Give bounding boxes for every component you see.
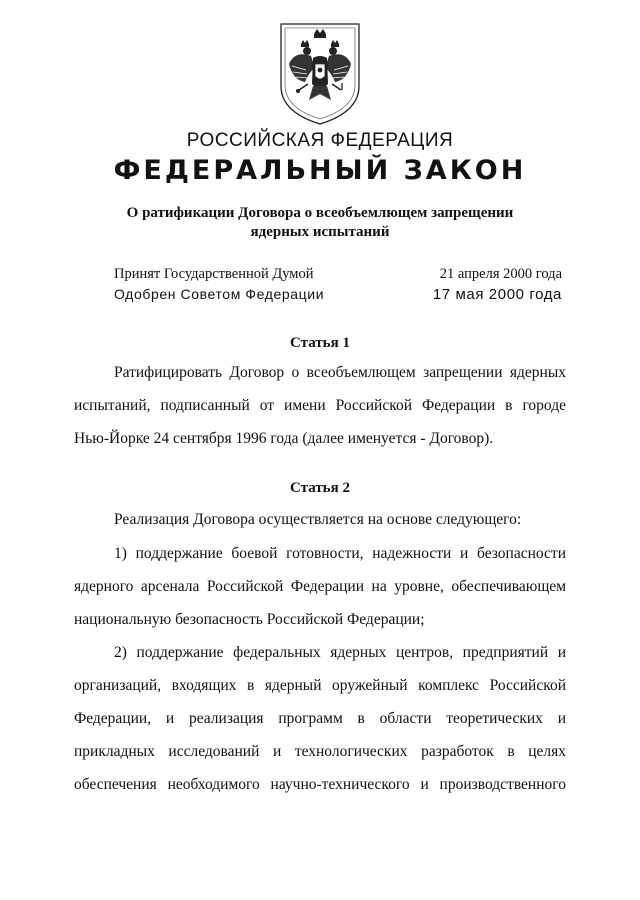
item-1-line-3: национальную безопасность Российской Федерации; xyxy=(74,611,425,628)
article-1-line-1: Ратифицировать Договор о всеобъемлющем запрещении ядерных xyxy=(114,364,566,381)
duma-adoption-row xyxy=(114,264,562,284)
country-name: РОССИЙСКАЯ ФЕДЕРАЦИЯ xyxy=(186,130,454,151)
coat-of-arms-emblem xyxy=(275,20,365,126)
item-2-line-2: организаций, входящих в ядерный оружейный комплекс Российской xyxy=(74,677,566,694)
law-title xyxy=(100,204,540,242)
council-approval-row xyxy=(114,284,562,304)
duma-date: 21 апреля 2000 года xyxy=(439,265,562,282)
article-1-heading: Статья 1 xyxy=(290,335,350,351)
law-title-line-1: О ратификации Договора о всеобъемлющем запрещении xyxy=(126,205,514,221)
article-2-intro xyxy=(74,503,566,536)
item-2-line-4: прикладных исследований и технологических разработок в целях xyxy=(74,743,566,760)
article-2-heading: Статья 2 xyxy=(290,480,350,496)
item-1-line-1: 1) поддержание боевой готовности, надежности и безопасности xyxy=(114,545,566,562)
article-1-line-3: Нью-Йорке 24 сентября 1996 года (далее именуется - Договор). xyxy=(74,430,494,447)
council-label: Одобрен Советом Федерации xyxy=(114,286,325,302)
item-1-line-2: ядерного арсенала Российской Федерации на уровне, обеспечивающем xyxy=(74,578,566,595)
article-1-text xyxy=(74,356,566,455)
document-type: ФЕДЕРАЛЬНЫЙ ЗАКОН xyxy=(113,155,527,186)
item-2-line-5: обеспечения необходимого научно-технического и производственного xyxy=(74,776,566,793)
article-2-intro-line: Реализация Договора осуществляется на основе следующего: xyxy=(114,511,522,528)
adoption-info xyxy=(114,264,562,304)
article-2-item-2 xyxy=(74,636,566,801)
law-title-line-2: ядерных испытаний xyxy=(250,224,390,240)
item-2-line-3: Федерации, и реализация программ в области теоретических и xyxy=(74,710,566,727)
item-2-line-1: 2) поддержание федеральных ядерных центров, предприятий и xyxy=(114,644,566,661)
article-2-item-1 xyxy=(74,537,566,636)
article-1-line-2: испытаний, подписанный от имени Российской Федерации в городе xyxy=(74,397,566,414)
duma-label: Принят Государственной Думой xyxy=(114,265,314,282)
council-date: 17 мая 2000 года xyxy=(432,285,562,303)
